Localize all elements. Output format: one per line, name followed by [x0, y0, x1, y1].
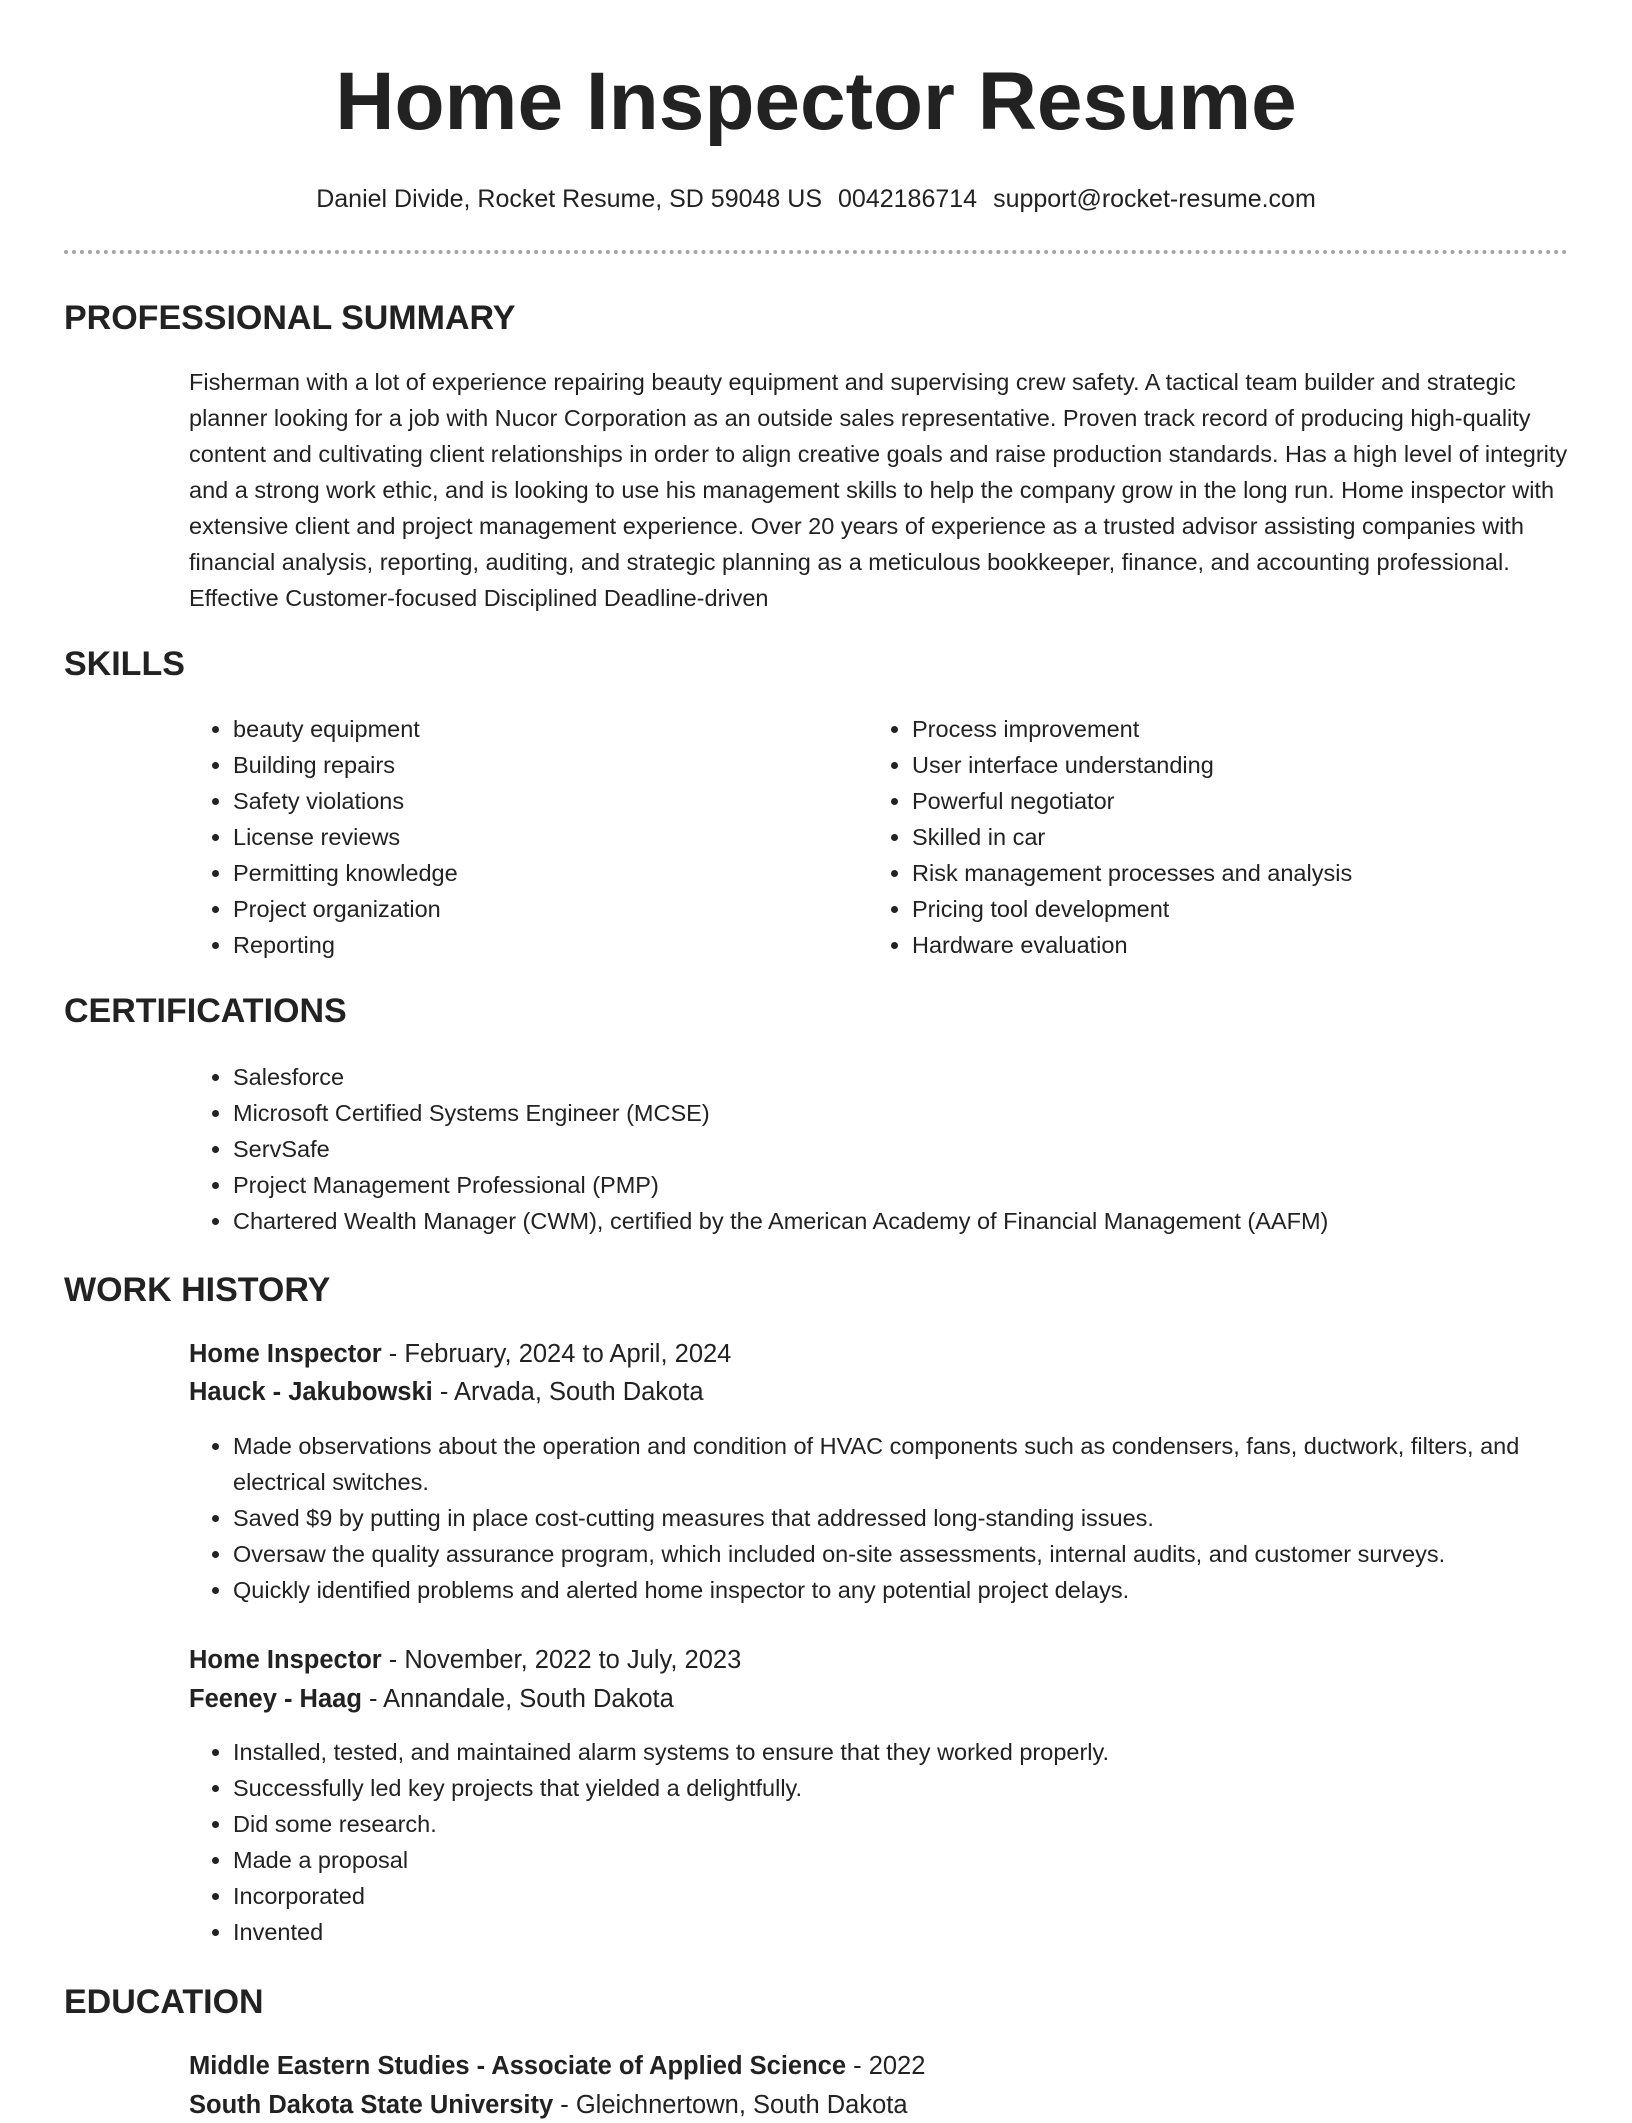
- job-bullets: [189, 1734, 1613, 1950]
- job-bullet: • Oversaw the quality assurance program, which included on-site assessments, internal audits, and customer surveys.: [233, 1536, 1613, 1572]
- education-year: - 2022: [846, 2052, 926, 2080]
- certification-item: • Chartered Wealth Manager (CWM), certified by the American Academy of Financial Management (AAFM): [233, 1203, 1613, 1239]
- skills-heading: SKILLS: [64, 645, 185, 683]
- education-school-line: [189, 2087, 1569, 2123]
- job-company-line: [189, 1374, 1569, 1410]
- skills-list-right: [868, 711, 1612, 963]
- skill-item: • License reviews: [233, 819, 853, 855]
- summary-heading: PROFESSIONAL SUMMARY: [64, 299, 516, 337]
- job-dates: - November, 2022 to July, 2023: [381, 1646, 742, 1674]
- skill-item: • Hardware evaluation: [912, 927, 1612, 963]
- skill-item: • Pricing tool development: [912, 891, 1612, 927]
- job-bullet: • Made observations about the operation and condition of HVAC components such as condensers, fans, ductwork, filters, and electrical switches.: [233, 1428, 1613, 1500]
- education-degree-line: [189, 2048, 1569, 2084]
- job-title-line: [189, 1642, 1569, 1678]
- skill-item: • Skilled in car: [912, 819, 1612, 855]
- skill-item: • Risk management processes and analysis: [912, 855, 1612, 891]
- job-bullet: • Incorporated: [233, 1878, 1613, 1914]
- work-history-heading: WORK HISTORY: [64, 1271, 331, 1309]
- certification-item: • ServSafe: [233, 1131, 1613, 1167]
- certifications-heading: CERTIFICATIONS: [64, 992, 347, 1030]
- job-bullet: • Saved $9 by putting in place cost-cutting measures that addressed long-standing issues.: [233, 1500, 1613, 1536]
- skill-item: • Project organization: [233, 891, 853, 927]
- skill-item: • Powerful negotiator: [912, 783, 1612, 819]
- contact-line: [0, 182, 1632, 216]
- education-degree: Middle Eastern Studies - Associate of Applied Science: [189, 2052, 847, 2080]
- skill-item: • Permitting knowledge: [233, 855, 853, 891]
- certifications-list: [189, 1059, 1613, 1239]
- skill-item: • Building repairs: [233, 747, 853, 783]
- education-location: - Gleichnertown, South Dakota: [553, 2091, 908, 2119]
- skill-item: • Reporting: [233, 927, 853, 963]
- education-school: South Dakota State University: [189, 2091, 554, 2119]
- certification-item: • Project Management Professional (PMP): [233, 1167, 1613, 1203]
- job-title: Home Inspector: [189, 1340, 382, 1368]
- summary-text: Fisherman with a lot of experience repairing beauty equipment and supervising crew safety. A tactical team builder and strategic planner looking for a job with Nucor Corporation as an outside sales representative. Proven track record of producing high-quality content and cultivating client relationships in order to align creative goals and raise production standards. Has a high level of integrity and a strong work ethic, and is looking to use his management skills to help the company grow in the long run. Home inspector with extensive client and project management experience. Over 20 years of experience as a trusted advisor assisting companies with financial analysis, reporting, auditing, and strategic planning as a meticulous bookkeeper, finance, and accounting professional. Effective Customer-focused Disciplined Deadline-driven: [189, 369, 1568, 611]
- certification-item: • Microsoft Certified Systems Engineer (MCSE): [233, 1095, 1613, 1131]
- skill-item: • Safety violations: [233, 783, 853, 819]
- job-title-line: [189, 1336, 1569, 1372]
- job-bullet: • Quickly identified problems and alerted home inspector to any potential project delays.: [233, 1572, 1613, 1608]
- contact-email: support@rocket-resume.com: [993, 185, 1316, 213]
- job-bullet: • Installed, tested, and maintained alarm systems to ensure that they worked properly.: [233, 1734, 1613, 1770]
- job-bullet: • Invented: [233, 1914, 1613, 1950]
- skills-list-left: [189, 711, 853, 963]
- skill-item: • User interface understanding: [912, 747, 1612, 783]
- contact-phone: 0042186714: [838, 185, 978, 213]
- contact-address: Daniel Divide, Rocket Resume, SD 59048 US: [316, 185, 823, 213]
- skill-item: • Process improvement: [912, 711, 1612, 747]
- job-location: - Arvada, South Dakota: [432, 1378, 704, 1406]
- job-company-line: [189, 1681, 1569, 1717]
- certification-item: • Salesforce: [233, 1059, 1613, 1095]
- job-bullet: • Successfully led key projects that yielded a delightfully.: [233, 1770, 1613, 1806]
- job-title: Home Inspector: [189, 1646, 382, 1674]
- job-bullet: • Did some research.: [233, 1806, 1613, 1842]
- header-divider: [64, 250, 1568, 254]
- job-company: Feeney - Haag: [189, 1685, 362, 1713]
- job-dates: - February, 2024 to April, 2024: [381, 1340, 732, 1368]
- job-bullet: • Made a proposal: [233, 1842, 1613, 1878]
- job-company: Hauck - Jakubowski: [189, 1378, 433, 1406]
- resume-title: Home Inspector Resume: [335, 56, 1297, 147]
- job-location: - Annandale, South Dakota: [361, 1685, 674, 1713]
- job-bullets: [189, 1428, 1613, 1608]
- education-heading: EDUCATION: [64, 1983, 264, 2021]
- skill-item: • beauty equipment: [233, 711, 853, 747]
